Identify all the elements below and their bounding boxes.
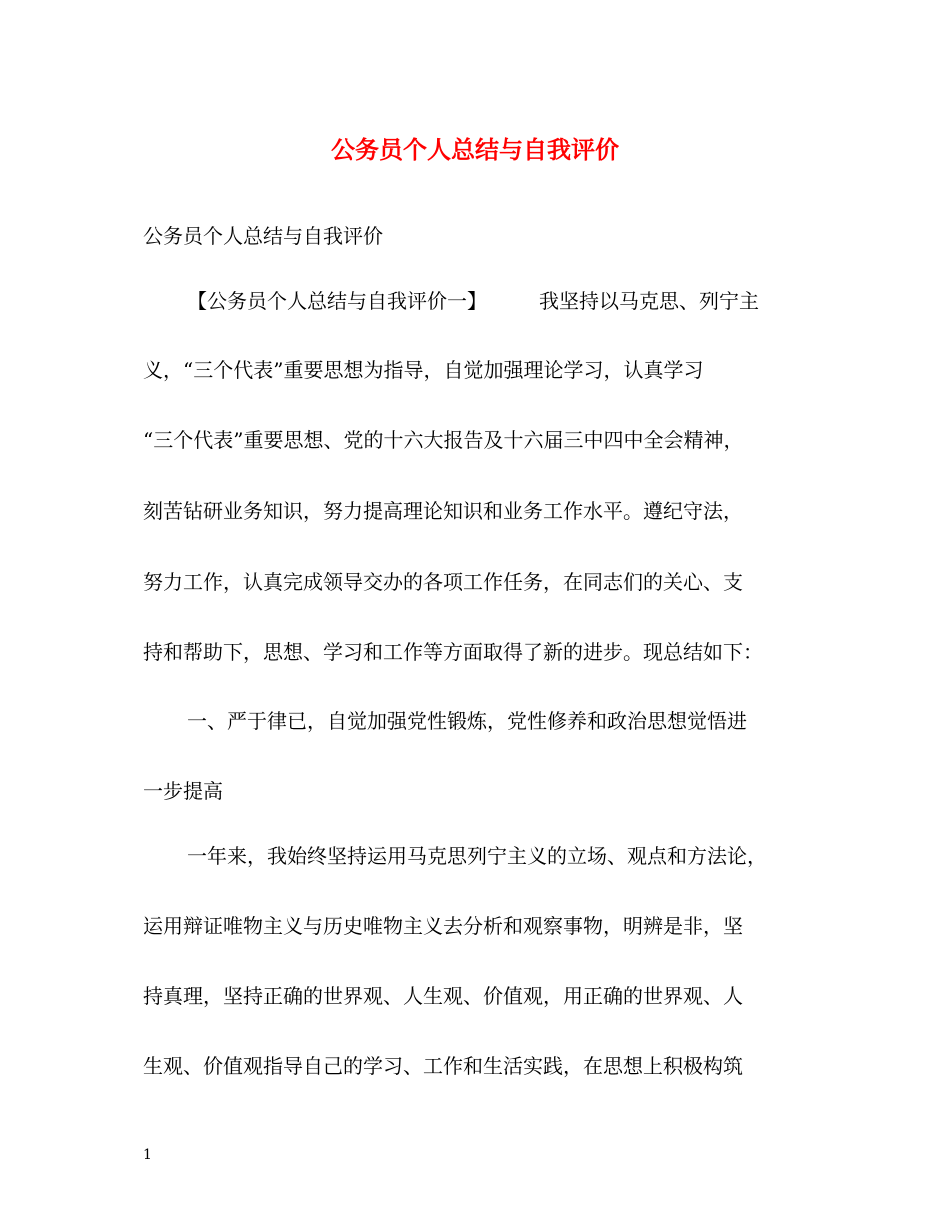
body-line-11: 持真理，坚持正确的世界观、人生观、价值观，用正确的世界观、人 [143, 984, 743, 1008]
body-line-8: 一步提高 [143, 779, 223, 803]
document-subtitle: 公务员个人总结与自我评价 [143, 224, 383, 248]
body-line-3: “三个代表”重要思想、党的十六大报告及十六届三中四中全会精神， [143, 428, 744, 452]
page-number: 1 [143, 1147, 152, 1163]
body-line-6: 持和帮助下，思想、学习和工作等方面取得了新的进步。现总结如下： [143, 640, 763, 664]
body-line-7: 一、严于律已，自觉加强党性锻炼，党性修养和政治思想觉悟进 [187, 709, 747, 733]
section-heading: 【公务员个人总结与自我评价一】 [187, 289, 487, 313]
body-line-4: 刻苦钻研业务知识，努力提高理论知识和业务工作水平。遵纪守法， [143, 499, 743, 523]
body-line-5: 努力工作，认真完成领导交办的各项工作任务，在同志们的关心、支 [143, 570, 743, 594]
body-line-2: 义，“三个代表”重要思想为指导，自觉加强理论学习，认真学习 [143, 358, 704, 382]
body-line-9: 一年来，我始终坚持运用马克思列宁主义的立场、观点和方法论， [187, 844, 767, 868]
document-title: 公务员个人总结与自我评价 [331, 135, 619, 164]
body-line-12: 生观、价值观指导自己的学习、工作和生活实践，在思想上积极构筑 [143, 1054, 743, 1078]
body-line-1: 我坚持以马克思、列宁主 [539, 289, 759, 313]
section-heading-line [187, 286, 759, 316]
body-line-10: 运用辩证唯物主义与历史唯物主义去分析和观察事物，明辨是非，坚 [143, 914, 743, 938]
